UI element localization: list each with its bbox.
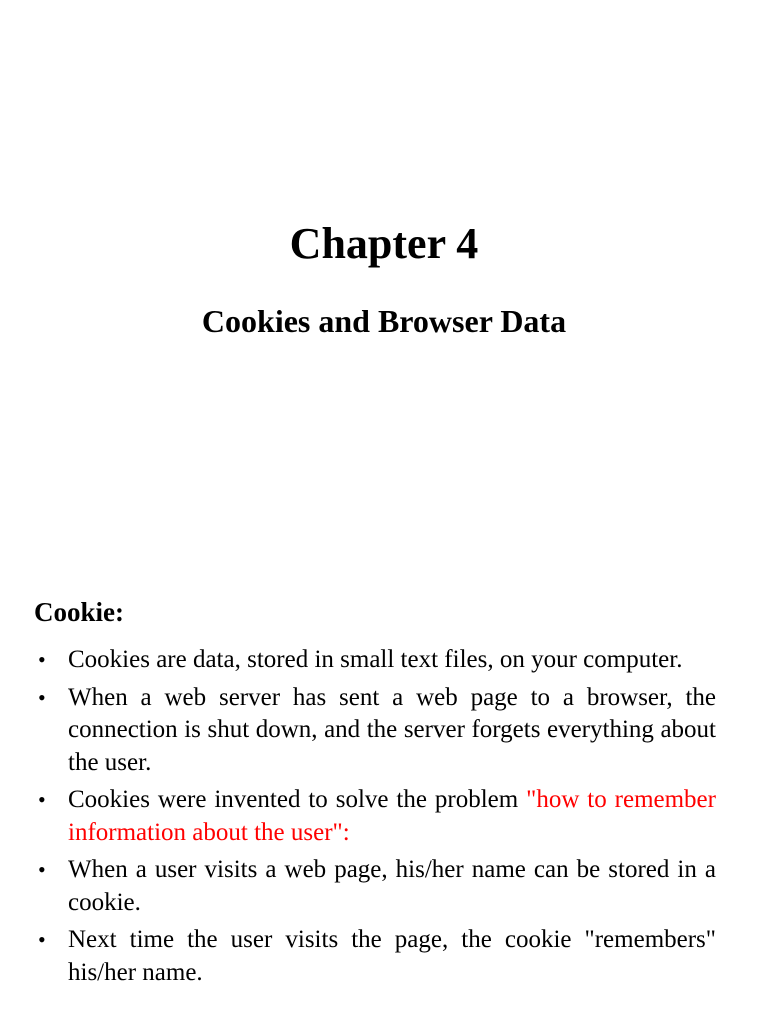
bullet-list	[34, 644, 716, 994]
bullet-item	[34, 854, 716, 919]
bullet-highlight-text: "how to remember information about the user":	[68, 786, 716, 846]
chapter-subtitle: Cookies and Browser Data	[201, 303, 567, 339]
bullet-icon: •	[38, 787, 46, 812]
bullet-icon: •	[38, 857, 46, 882]
bullet-text: When a user visits a web page, his/her name can be stored in a cookie.	[68, 856, 716, 916]
bullet-text: When a web server has sent a web page to a browser, the connection is shut down, and the server forgets everything about the user.	[68, 683, 716, 776]
bullet-text: Next time the user visits the page, the cookie "remembers" his/her name.	[68, 926, 716, 986]
chapter-title: Chapter 4	[289, 219, 479, 268]
bullet-icon: •	[38, 647, 46, 672]
bullet-item	[34, 924, 716, 989]
bullet-item	[34, 644, 716, 677]
bullet-item	[34, 682, 716, 780]
bullet-text: Cookies were invented to solve the problem	[68, 786, 527, 813]
bullet-icon: •	[38, 684, 46, 710]
bullet-text: Cookies are data, stored in small text files, on your computer.	[68, 646, 683, 673]
section-heading: Cookie:	[34, 597, 124, 627]
bullet-item	[34, 784, 716, 849]
bullet-icon: •	[38, 927, 46, 952]
